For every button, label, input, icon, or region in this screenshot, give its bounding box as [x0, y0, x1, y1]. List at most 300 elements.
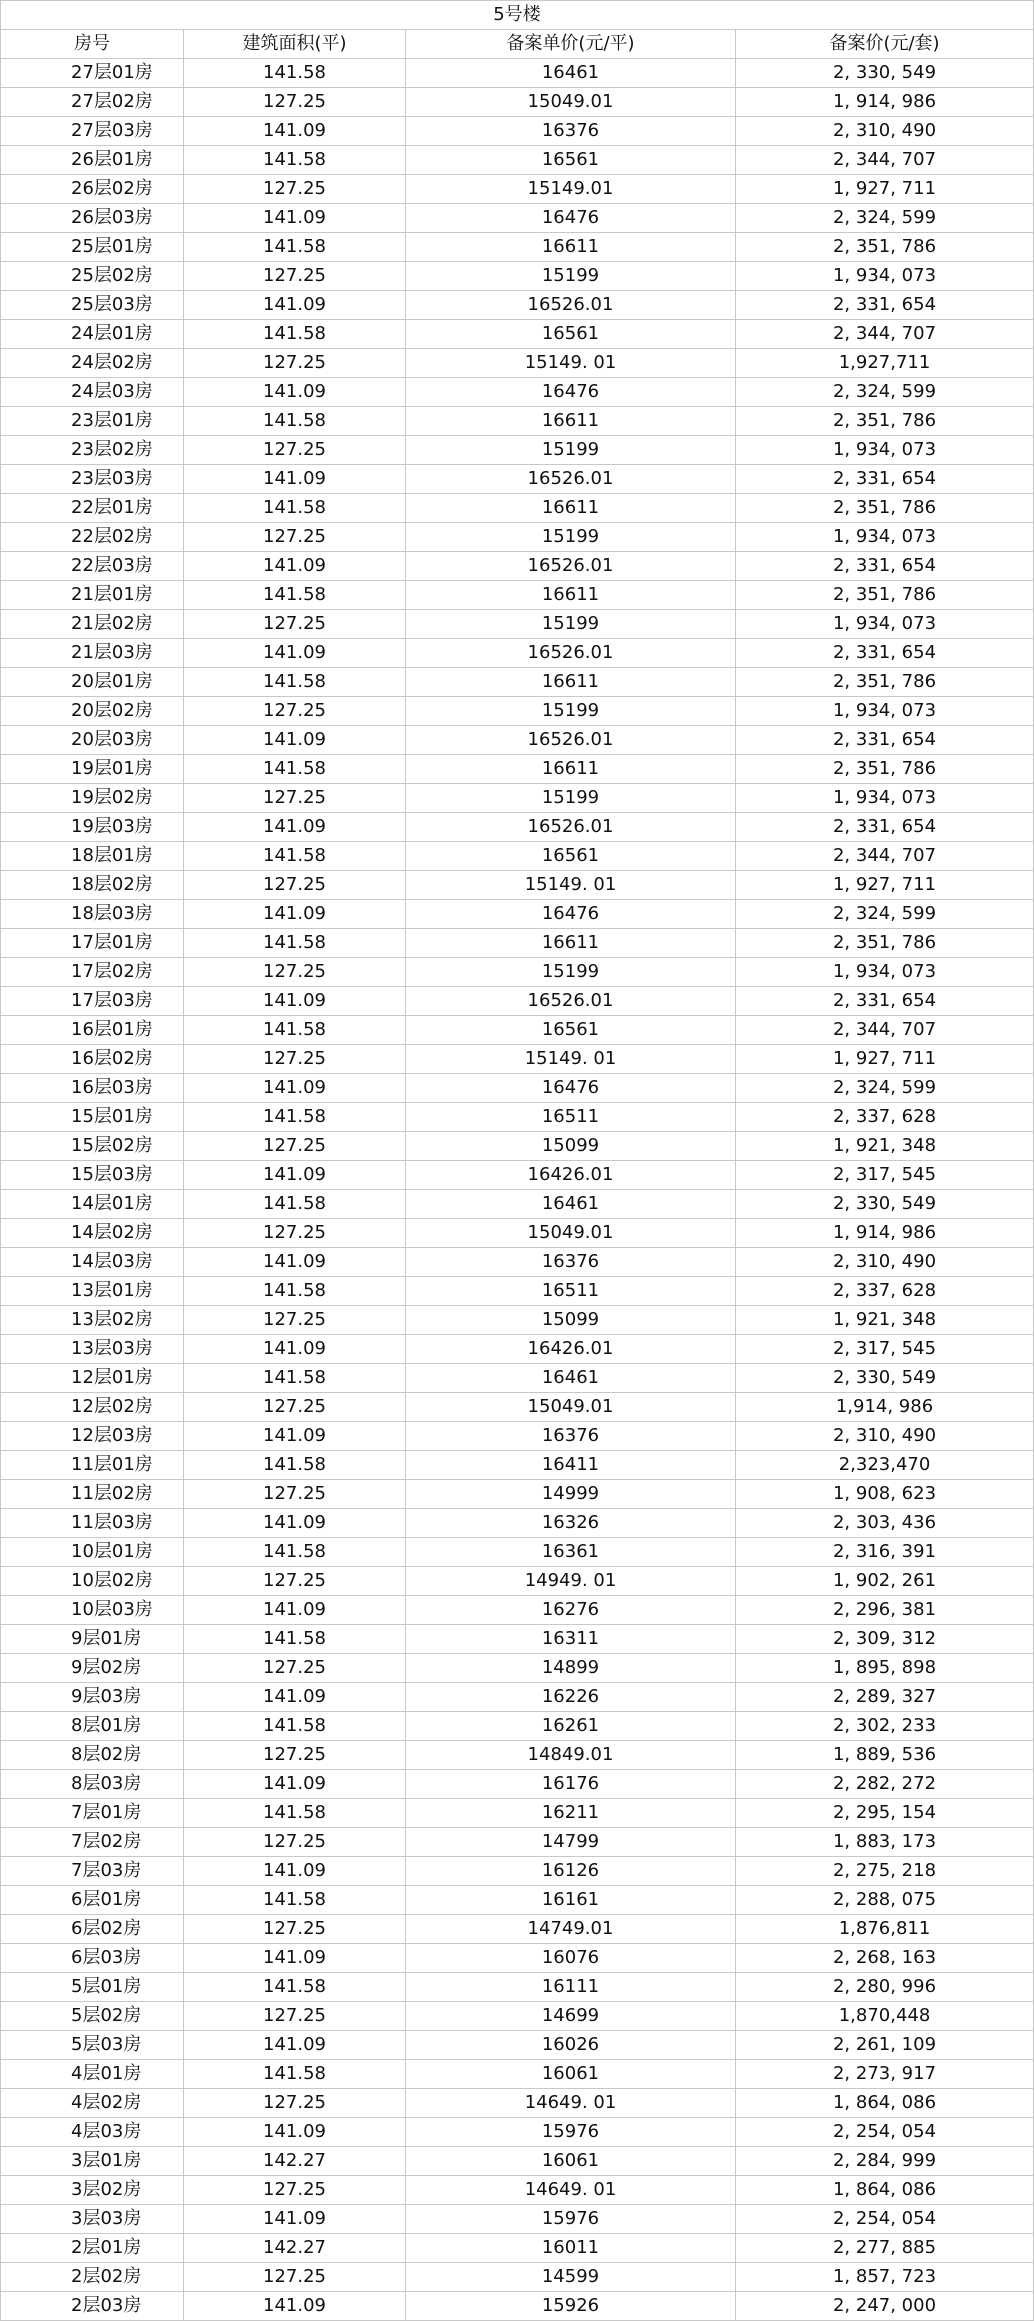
cell-total-price[interactable]: 1,914, 986 [736, 1393, 1034, 1422]
cell-unit-price[interactable]: 16326 [406, 1509, 736, 1538]
cell-room[interactable]: 5层02房 [1, 2002, 184, 2031]
cell-area[interactable]: 141.09 [184, 204, 406, 233]
cell-area[interactable]: 141.58 [184, 755, 406, 784]
cell-area[interactable]: 141.09 [184, 1857, 406, 1886]
cell-unit-price[interactable]: 16476 [406, 204, 736, 233]
cell-room[interactable]: 23层02房 [1, 436, 184, 465]
cell-total-price[interactable]: 2, 275, 218 [736, 1857, 1034, 1886]
cell-unit-price[interactable]: 14699 [406, 2002, 736, 2031]
cell-total-price[interactable]: 2, 324, 599 [736, 378, 1034, 407]
cell-total-price[interactable]: 2, 324, 599 [736, 1074, 1034, 1103]
cell-unit-price[interactable]: 16511 [406, 1103, 736, 1132]
cell-unit-price[interactable]: 16561 [406, 146, 736, 175]
cell-total-price[interactable]: 2, 324, 599 [736, 204, 1034, 233]
cell-area[interactable]: 141.09 [184, 639, 406, 668]
cell-unit-price[interactable]: 15149. 01 [406, 349, 736, 378]
cell-area[interactable]: 141.09 [184, 900, 406, 929]
cell-area[interactable]: 141.09 [184, 813, 406, 842]
cell-area[interactable]: 141.09 [184, 1509, 406, 1538]
cell-room[interactable]: 16层03房 [1, 1074, 184, 1103]
cell-area[interactable]: 141.58 [184, 1277, 406, 1306]
cell-room[interactable]: 13层01房 [1, 1277, 184, 1306]
cell-area[interactable]: 127.25 [184, 958, 406, 987]
cell-total-price[interactable]: 1, 934, 073 [736, 610, 1034, 639]
cell-area[interactable]: 141.09 [184, 465, 406, 494]
cell-room[interactable]: 17层01房 [1, 929, 184, 958]
cell-unit-price[interactable]: 16261 [406, 1712, 736, 1741]
cell-unit-price[interactable]: 16461 [406, 1190, 736, 1219]
cell-room[interactable]: 5层01房 [1, 1973, 184, 2002]
cell-area[interactable]: 127.25 [184, 871, 406, 900]
cell-room[interactable]: 13层02房 [1, 1306, 184, 1335]
cell-area[interactable]: 127.25 [184, 1741, 406, 1770]
cell-unit-price[interactable]: 16526.01 [406, 987, 736, 1016]
cell-unit-price[interactable]: 16126 [406, 1857, 736, 1886]
cell-area[interactable]: 127.25 [184, 1480, 406, 1509]
cell-room[interactable]: 4层03房 [1, 2118, 184, 2147]
cell-total-price[interactable]: 2, 351, 786 [736, 407, 1034, 436]
cell-unit-price[interactable]: 16611 [406, 494, 736, 523]
cell-room[interactable]: 24层03房 [1, 378, 184, 407]
cell-room[interactable]: 6层02房 [1, 1915, 184, 1944]
cell-unit-price[interactable]: 15099 [406, 1132, 736, 1161]
cell-total-price[interactable]: 1, 927, 711 [736, 1045, 1034, 1074]
cell-room[interactable]: 6层01房 [1, 1886, 184, 1915]
cell-area[interactable]: 141.58 [184, 1625, 406, 1654]
cell-total-price[interactable]: 1, 914, 986 [736, 88, 1034, 117]
cell-total-price[interactable]: 2, 351, 786 [736, 929, 1034, 958]
cell-area[interactable]: 141.58 [184, 233, 406, 262]
cell-room[interactable]: 16层02房 [1, 1045, 184, 1074]
cell-room[interactable]: 11层02房 [1, 1480, 184, 1509]
cell-total-price[interactable]: 2, 268, 163 [736, 1944, 1034, 1973]
cell-unit-price[interactable]: 16526.01 [406, 813, 736, 842]
cell-total-price[interactable]: 2, 317, 545 [736, 1335, 1034, 1364]
cell-total-price[interactable]: 2, 303, 436 [736, 1509, 1034, 1538]
cell-room[interactable]: 3层01房 [1, 2147, 184, 2176]
cell-total-price[interactable]: 2, 310, 490 [736, 1422, 1034, 1451]
cell-unit-price[interactable]: 16526.01 [406, 726, 736, 755]
cell-total-price[interactable]: 2, 277, 885 [736, 2234, 1034, 2263]
cell-total-price[interactable]: 1, 895, 898 [736, 1654, 1034, 1683]
cell-total-price[interactable]: 2, 288, 075 [736, 1886, 1034, 1915]
cell-unit-price[interactable]: 15199 [406, 436, 736, 465]
cell-unit-price[interactable]: 15976 [406, 2205, 736, 2234]
cell-area[interactable]: 127.25 [184, 1132, 406, 1161]
cell-room[interactable]: 27层02房 [1, 88, 184, 117]
cell-total-price[interactable]: 2, 351, 786 [736, 755, 1034, 784]
cell-area[interactable]: 127.25 [184, 1654, 406, 1683]
cell-unit-price[interactable]: 16461 [406, 1364, 736, 1393]
cell-unit-price[interactable]: 16061 [406, 2060, 736, 2089]
cell-room[interactable]: 2层02房 [1, 2263, 184, 2292]
cell-total-price[interactable]: 2, 310, 490 [736, 1248, 1034, 1277]
cell-area[interactable]: 141.58 [184, 59, 406, 88]
cell-area[interactable]: 141.09 [184, 117, 406, 146]
cell-room[interactable]: 18层02房 [1, 871, 184, 900]
cell-total-price[interactable]: 2, 280, 996 [736, 1973, 1034, 2002]
cell-room[interactable]: 3层03房 [1, 2205, 184, 2234]
cell-total-price[interactable]: 2, 351, 786 [736, 581, 1034, 610]
cell-unit-price[interactable]: 16476 [406, 378, 736, 407]
cell-area[interactable]: 127.25 [184, 349, 406, 378]
cell-unit-price[interactable]: 15199 [406, 610, 736, 639]
cell-room[interactable]: 21层01房 [1, 581, 184, 610]
cell-area[interactable]: 141.09 [184, 987, 406, 1016]
cell-total-price[interactable]: 1, 864, 086 [736, 2176, 1034, 2205]
cell-area[interactable]: 141.09 [184, 1683, 406, 1712]
cell-total-price[interactable]: 2, 344, 707 [736, 842, 1034, 871]
header-area[interactable]: 建筑面积(平) [184, 30, 406, 59]
cell-room[interactable]: 21层02房 [1, 610, 184, 639]
cell-unit-price[interactable]: 14799 [406, 1828, 736, 1857]
cell-room[interactable]: 4层01房 [1, 2060, 184, 2089]
cell-unit-price[interactable]: 15926 [406, 2292, 736, 2321]
cell-total-price[interactable]: 2, 337, 628 [736, 1277, 1034, 1306]
cell-unit-price[interactable]: 15199 [406, 784, 736, 813]
cell-unit-price[interactable]: 16161 [406, 1886, 736, 1915]
cell-unit-price[interactable]: 14899 [406, 1654, 736, 1683]
cell-area[interactable]: 141.09 [184, 291, 406, 320]
cell-total-price[interactable]: 2, 331, 654 [736, 639, 1034, 668]
cell-room[interactable]: 19层03房 [1, 813, 184, 842]
cell-room[interactable]: 7层01房 [1, 1799, 184, 1828]
cell-unit-price[interactable]: 15199 [406, 697, 736, 726]
cell-unit-price[interactable]: 16361 [406, 1538, 736, 1567]
cell-unit-price[interactable]: 16011 [406, 2234, 736, 2263]
cell-total-price[interactable]: 2, 309, 312 [736, 1625, 1034, 1654]
cell-room[interactable]: 23层03房 [1, 465, 184, 494]
cell-room[interactable]: 9层02房 [1, 1654, 184, 1683]
cell-total-price[interactable]: 2, 247, 000 [736, 2292, 1034, 2321]
cell-unit-price[interactable]: 16526.01 [406, 291, 736, 320]
cell-total-price[interactable]: 1, 864, 086 [736, 2089, 1034, 2118]
cell-room[interactable]: 20层01房 [1, 668, 184, 697]
cell-unit-price[interactable]: 16211 [406, 1799, 736, 1828]
cell-total-price[interactable]: 2, 273, 917 [736, 2060, 1034, 2089]
cell-area[interactable]: 141.09 [184, 2031, 406, 2060]
cell-area[interactable]: 141.58 [184, 1712, 406, 1741]
cell-total-price[interactable]: 2, 330, 549 [736, 1190, 1034, 1219]
cell-total-price[interactable]: 1, 934, 073 [736, 697, 1034, 726]
cell-unit-price[interactable]: 15199 [406, 958, 736, 987]
cell-room[interactable]: 24层02房 [1, 349, 184, 378]
cell-area[interactable]: 141.58 [184, 407, 406, 436]
cell-room[interactable]: 23层01房 [1, 407, 184, 436]
cell-room[interactable]: 17层02房 [1, 958, 184, 987]
cell-room[interactable]: 15层03房 [1, 1161, 184, 1190]
cell-total-price[interactable]: 2, 310, 490 [736, 117, 1034, 146]
cell-total-price[interactable]: 2, 331, 654 [736, 552, 1034, 581]
cell-room[interactable]: 25层03房 [1, 291, 184, 320]
cell-unit-price[interactable]: 16611 [406, 407, 736, 436]
cell-total-price[interactable]: 1, 857, 723 [736, 2263, 1034, 2292]
header-total-price[interactable]: 备案价(元/套) [736, 30, 1034, 59]
cell-area[interactable]: 141.58 [184, 668, 406, 697]
cell-total-price[interactable]: 2, 282, 272 [736, 1770, 1034, 1799]
cell-unit-price[interactable]: 16611 [406, 755, 736, 784]
cell-total-price[interactable]: 1, 934, 073 [736, 784, 1034, 813]
cell-area[interactable]: 141.58 [184, 1973, 406, 2002]
cell-area[interactable]: 141.09 [184, 2118, 406, 2147]
cell-area[interactable]: 127.25 [184, 1567, 406, 1596]
cell-total-price[interactable]: 1, 908, 623 [736, 1480, 1034, 1509]
cell-unit-price[interactable]: 16376 [406, 1422, 736, 1451]
cell-total-price[interactable]: 2, 344, 707 [736, 320, 1034, 349]
cell-total-price[interactable]: 2, 295, 154 [736, 1799, 1034, 1828]
cell-unit-price[interactable]: 16561 [406, 1016, 736, 1045]
cell-unit-price[interactable]: 16476 [406, 1074, 736, 1103]
cell-room[interactable]: 19层02房 [1, 784, 184, 813]
cell-total-price[interactable]: 1,870,448 [736, 2002, 1034, 2031]
cell-unit-price[interactable]: 16611 [406, 929, 736, 958]
cell-unit-price[interactable]: 15049.01 [406, 1393, 736, 1422]
cell-total-price[interactable]: 2, 261, 109 [736, 2031, 1034, 2060]
cell-area[interactable]: 127.25 [184, 175, 406, 204]
cell-area[interactable]: 142.27 [184, 2234, 406, 2263]
cell-room[interactable]: 13层03房 [1, 1335, 184, 1364]
cell-area[interactable]: 142.27 [184, 2147, 406, 2176]
cell-unit-price[interactable]: 16526.01 [406, 552, 736, 581]
cell-room[interactable]: 10层02房 [1, 1567, 184, 1596]
cell-total-price[interactable]: 1, 921, 348 [736, 1306, 1034, 1335]
cell-area[interactable]: 141.58 [184, 1538, 406, 1567]
cell-area[interactable]: 141.58 [184, 1886, 406, 1915]
cell-room[interactable]: 25层02房 [1, 262, 184, 291]
cell-room[interactable]: 12层03房 [1, 1422, 184, 1451]
cell-unit-price[interactable]: 16611 [406, 581, 736, 610]
cell-area[interactable]: 141.09 [184, 1770, 406, 1799]
cell-room[interactable]: 16层01房 [1, 1016, 184, 1045]
cell-room[interactable]: 10层03房 [1, 1596, 184, 1625]
cell-area[interactable]: 127.25 [184, 697, 406, 726]
cell-area[interactable]: 141.09 [184, 2205, 406, 2234]
cell-area[interactable]: 141.58 [184, 1451, 406, 1480]
cell-area[interactable]: 127.25 [184, 1306, 406, 1335]
cell-room[interactable]: 27层01房 [1, 59, 184, 88]
cell-room[interactable]: 18层01房 [1, 842, 184, 871]
cell-room[interactable]: 11层01房 [1, 1451, 184, 1480]
cell-unit-price[interactable]: 15149. 01 [406, 1045, 736, 1074]
cell-room[interactable]: 21层03房 [1, 639, 184, 668]
cell-area[interactable]: 127.25 [184, 1915, 406, 1944]
cell-room[interactable]: 12层02房 [1, 1393, 184, 1422]
cell-room[interactable]: 2层03房 [1, 2292, 184, 2321]
cell-total-price[interactable]: 2, 331, 654 [736, 813, 1034, 842]
cell-total-price[interactable]: 2, 331, 654 [736, 726, 1034, 755]
cell-total-price[interactable]: 1, 921, 348 [736, 1132, 1034, 1161]
cell-unit-price[interactable]: 16611 [406, 233, 736, 262]
cell-area[interactable]: 141.58 [184, 581, 406, 610]
cell-room[interactable]: 27层03房 [1, 117, 184, 146]
cell-room[interactable]: 20层02房 [1, 697, 184, 726]
cell-total-price[interactable]: 1,927,711 [736, 349, 1034, 378]
cell-area[interactable]: 141.58 [184, 842, 406, 871]
cell-unit-price[interactable]: 14949. 01 [406, 1567, 736, 1596]
cell-unit-price[interactable]: 15149. 01 [406, 871, 736, 900]
cell-room[interactable]: 10层01房 [1, 1538, 184, 1567]
cell-area[interactable]: 141.58 [184, 1364, 406, 1393]
cell-unit-price[interactable]: 16226 [406, 1683, 736, 1712]
cell-area[interactable]: 141.58 [184, 494, 406, 523]
cell-room[interactable]: 5层03房 [1, 2031, 184, 2060]
cell-room[interactable]: 26层03房 [1, 204, 184, 233]
cell-room[interactable]: 9层01房 [1, 1625, 184, 1654]
cell-area[interactable]: 127.25 [184, 523, 406, 552]
cell-unit-price[interactable]: 16561 [406, 320, 736, 349]
cell-total-price[interactable]: 1, 914, 986 [736, 1219, 1034, 1248]
cell-total-price[interactable]: 2, 351, 786 [736, 668, 1034, 697]
cell-area[interactable]: 141.09 [184, 1596, 406, 1625]
cell-area[interactable]: 141.09 [184, 1335, 406, 1364]
cell-room[interactable]: 26层01房 [1, 146, 184, 175]
cell-unit-price[interactable]: 16376 [406, 117, 736, 146]
cell-room[interactable]: 20层03房 [1, 726, 184, 755]
cell-total-price[interactable]: 2, 324, 599 [736, 900, 1034, 929]
cell-area[interactable]: 127.25 [184, 2263, 406, 2292]
cell-area[interactable]: 127.25 [184, 2002, 406, 2031]
cell-room[interactable]: 18层03房 [1, 900, 184, 929]
cell-unit-price[interactable]: 16426.01 [406, 1161, 736, 1190]
cell-total-price[interactable]: 2, 302, 233 [736, 1712, 1034, 1741]
cell-area[interactable]: 141.58 [184, 929, 406, 958]
cell-unit-price[interactable]: 14999 [406, 1480, 736, 1509]
cell-total-price[interactable]: 1, 934, 073 [736, 958, 1034, 987]
cell-unit-price[interactable]: 14849.01 [406, 1741, 736, 1770]
cell-total-price[interactable]: 2, 330, 549 [736, 59, 1034, 88]
cell-room[interactable]: 15层01房 [1, 1103, 184, 1132]
cell-area[interactable]: 127.25 [184, 1828, 406, 1857]
cell-total-price[interactable]: 1, 927, 711 [736, 871, 1034, 900]
cell-total-price[interactable]: 2, 337, 628 [736, 1103, 1034, 1132]
cell-room[interactable]: 22层03房 [1, 552, 184, 581]
cell-area[interactable]: 141.09 [184, 378, 406, 407]
cell-area[interactable]: 141.58 [184, 1799, 406, 1828]
cell-area[interactable]: 141.58 [184, 146, 406, 175]
cell-unit-price[interactable]: 16511 [406, 1277, 736, 1306]
cell-room[interactable]: 26层02房 [1, 175, 184, 204]
cell-area[interactable]: 141.58 [184, 1190, 406, 1219]
cell-room[interactable]: 22层02房 [1, 523, 184, 552]
cell-room[interactable]: 12层01房 [1, 1364, 184, 1393]
cell-area[interactable]: 127.25 [184, 784, 406, 813]
cell-total-price[interactable]: 1, 889, 536 [736, 1741, 1034, 1770]
cell-room[interactable]: 4层02房 [1, 2089, 184, 2118]
cell-unit-price[interactable]: 16526.01 [406, 639, 736, 668]
cell-total-price[interactable]: 2, 317, 545 [736, 1161, 1034, 1190]
cell-area[interactable]: 127.25 [184, 262, 406, 291]
cell-area[interactable]: 141.09 [184, 1161, 406, 1190]
cell-unit-price[interactable]: 16061 [406, 2147, 736, 2176]
cell-total-price[interactable]: 2, 330, 549 [736, 1364, 1034, 1393]
cell-total-price[interactable]: 2, 344, 707 [736, 146, 1034, 175]
cell-total-price[interactable]: 2, 254, 054 [736, 2205, 1034, 2234]
cell-room[interactable]: 7层02房 [1, 1828, 184, 1857]
cell-area[interactable]: 141.09 [184, 1248, 406, 1277]
cell-room[interactable]: 19层01房 [1, 755, 184, 784]
cell-area[interactable]: 141.09 [184, 1422, 406, 1451]
cell-unit-price[interactable]: 16311 [406, 1625, 736, 1654]
cell-area[interactable]: 141.58 [184, 2060, 406, 2089]
cell-room[interactable]: 11层03房 [1, 1509, 184, 1538]
cell-room[interactable]: 3层02房 [1, 2176, 184, 2205]
cell-room[interactable]: 17层03房 [1, 987, 184, 1016]
cell-area[interactable]: 127.25 [184, 88, 406, 117]
cell-area[interactable]: 141.09 [184, 726, 406, 755]
cell-area[interactable]: 141.58 [184, 1016, 406, 1045]
cell-room[interactable]: 8层01房 [1, 1712, 184, 1741]
cell-room[interactable]: 2层01房 [1, 2234, 184, 2263]
cell-unit-price[interactable]: 16561 [406, 842, 736, 871]
cell-room[interactable]: 14层01房 [1, 1190, 184, 1219]
cell-area[interactable]: 127.25 [184, 1219, 406, 1248]
cell-area[interactable]: 127.25 [184, 1045, 406, 1074]
cell-unit-price[interactable]: 16276 [406, 1596, 736, 1625]
cell-room[interactable]: 7层03房 [1, 1857, 184, 1886]
cell-total-price[interactable]: 2, 351, 786 [736, 494, 1034, 523]
cell-unit-price[interactable]: 16426.01 [406, 1335, 736, 1364]
cell-unit-price[interactable]: 16176 [406, 1770, 736, 1799]
cell-total-price[interactable]: 1, 934, 073 [736, 436, 1034, 465]
cell-unit-price[interactable]: 15199 [406, 523, 736, 552]
cell-area[interactable]: 127.25 [184, 436, 406, 465]
cell-room[interactable]: 8层02房 [1, 1741, 184, 1770]
cell-unit-price[interactable]: 16026 [406, 2031, 736, 2060]
cell-unit-price[interactable]: 16111 [406, 1973, 736, 2002]
cell-unit-price[interactable]: 15199 [406, 262, 736, 291]
cell-room[interactable]: 24层01房 [1, 320, 184, 349]
cell-total-price[interactable]: 2, 316, 391 [736, 1538, 1034, 1567]
cell-total-price[interactable]: 1, 934, 073 [736, 262, 1034, 291]
cell-total-price[interactable]: 1, 883, 173 [736, 1828, 1034, 1857]
cell-unit-price[interactable]: 16476 [406, 900, 736, 929]
cell-area[interactable]: 141.09 [184, 1944, 406, 1973]
header-room[interactable]: 房号 [1, 30, 184, 59]
cell-area[interactable]: 127.25 [184, 1393, 406, 1422]
cell-total-price[interactable]: 1, 902, 261 [736, 1567, 1034, 1596]
header-unit-price[interactable]: 备案单价(元/平) [406, 30, 736, 59]
cell-unit-price[interactable]: 15149.01 [406, 175, 736, 204]
cell-total-price[interactable]: 2, 284, 999 [736, 2147, 1034, 2176]
cell-total-price[interactable]: 2, 331, 654 [736, 465, 1034, 494]
cell-unit-price[interactable]: 14599 [406, 2263, 736, 2292]
cell-area[interactable]: 127.25 [184, 610, 406, 639]
cell-room[interactable]: 14层02房 [1, 1219, 184, 1248]
cell-room[interactable]: 6层03房 [1, 1944, 184, 1973]
cell-total-price[interactable]: 2, 344, 707 [736, 1016, 1034, 1045]
cell-unit-price[interactable]: 15099 [406, 1306, 736, 1335]
cell-unit-price[interactable]: 16076 [406, 1944, 736, 1973]
cell-room[interactable]: 8层03房 [1, 1770, 184, 1799]
cell-area[interactable]: 141.09 [184, 2292, 406, 2321]
cell-room[interactable]: 14层03房 [1, 1248, 184, 1277]
cell-area[interactable]: 127.25 [184, 2089, 406, 2118]
cell-total-price[interactable]: 2, 351, 786 [736, 233, 1034, 262]
cell-unit-price[interactable]: 15049.01 [406, 88, 736, 117]
cell-total-price[interactable]: 2, 331, 654 [736, 291, 1034, 320]
cell-total-price[interactable]: 1, 934, 073 [736, 523, 1034, 552]
cell-unit-price[interactable]: 16526.01 [406, 465, 736, 494]
cell-unit-price[interactable]: 14649. 01 [406, 2089, 736, 2118]
cell-area[interactable]: 141.58 [184, 1103, 406, 1132]
cell-area[interactable]: 141.09 [184, 552, 406, 581]
cell-unit-price[interactable]: 15049.01 [406, 1219, 736, 1248]
table-title[interactable]: 5号楼 [1, 1, 1034, 30]
cell-unit-price[interactable]: 16376 [406, 1248, 736, 1277]
cell-unit-price[interactable]: 14649. 01 [406, 2176, 736, 2205]
cell-room[interactable]: 9层03房 [1, 1683, 184, 1712]
cell-room[interactable]: 25层01房 [1, 233, 184, 262]
